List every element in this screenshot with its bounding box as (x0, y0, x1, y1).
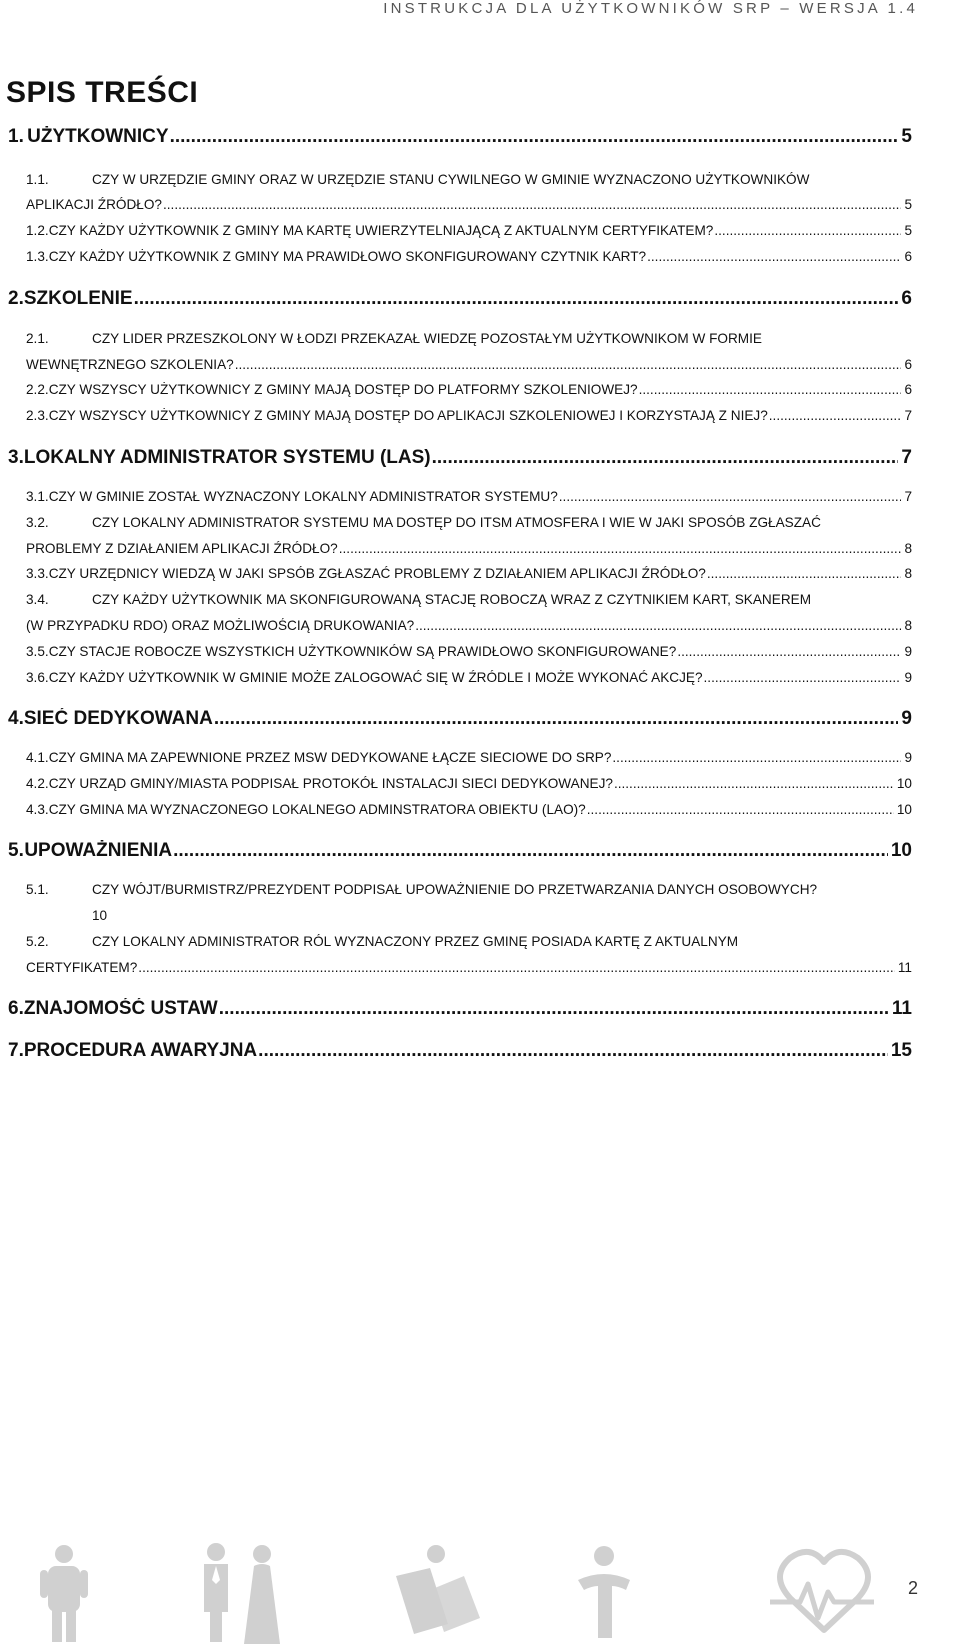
toc-entry-2-2[interactable] (26, 382, 912, 397)
toc-entry-label: CZY LOKALNY ADMINISTRATOR RÓL WYZNACZONY PRZEZ GMINĘ POSIADA KARTĘ Z AKTUALNYM (92, 934, 739, 949)
leader-dots (415, 618, 901, 633)
toc-entry-number: 4.1. (26, 750, 49, 765)
toc-entry-label: PROCEDURA AWARYJNA (23, 1040, 258, 1061)
toc-entry-number: 5. (8, 840, 24, 861)
toc-entry-label: CZY WSZYSCY UŻYTKOWNICY Z GMINY MAJĄ DOSTĘP DO PLATFORMY SZKOLENIOWEJ? (48, 382, 638, 397)
toc-entry-5-1[interactable] (26, 882, 912, 897)
documents-icon (396, 1545, 480, 1634)
toc-page-number: 9 (904, 644, 912, 659)
leader-dots (163, 197, 901, 212)
leader-dots (432, 447, 899, 469)
leader-dots (138, 960, 895, 975)
leader-dots (587, 802, 894, 817)
toc-page-number: 8 (904, 566, 912, 581)
toc-entry-label: CERTYFIKATEM? (26, 960, 138, 975)
leader-dots (769, 408, 902, 423)
toc-entry-label: UŻYTKOWNICY (27, 126, 169, 147)
leader-dots (614, 776, 894, 791)
toc-page-number: 5 (901, 126, 912, 147)
toc-entry-number: 6. (8, 998, 24, 1019)
toc-entry-3[interactable] (8, 447, 912, 469)
toc-entry-number: 3.3. (26, 566, 49, 581)
toc-entry-number: 3.2. (26, 515, 49, 530)
leader-dots (714, 223, 901, 238)
toc-entry-number: 3. (8, 447, 24, 468)
toc-entry-3-2[interactable] (26, 515, 912, 530)
toc-page-number: 6 (904, 382, 912, 397)
toc-page-number: 9 (904, 750, 912, 765)
leader-dots (559, 489, 902, 504)
leader-dots (134, 288, 899, 310)
toc-entry-label: CZY WSZYSCY UŻYTKOWNICY Z GMINY MAJĄ DOSTĘP DO APLIKACJI SZKOLENIOWEJ I KORZYSTAJĄ Z NIEJ? (48, 408, 768, 423)
toc-entry-number: 2.1. (26, 331, 49, 346)
toc-entry-1-2[interactable] (26, 223, 912, 238)
toc-page-number: 7 (904, 408, 912, 423)
toc-page-number: 8 (904, 541, 912, 556)
toc-entry-label: (W PRZYPADKU RDO) ORAZ MOŻLIWOŚCIĄ DRUKOWANIA? (26, 618, 415, 633)
toc-entry-number: 2. (8, 288, 24, 309)
leader-dots (339, 541, 902, 556)
toc-entry-label: CZY WÓJT/BURMISTRZ/PREZYDENT PODPISAŁ UPOWAŻNIENIE DO PRZETWARZANIA DANYCH OSOBOWYCH? (92, 882, 818, 897)
toc-entry-label: CZY URZĄD GMINY/MIASTA PODPISAŁ PROTOKÓŁ INSTALACJI SIECI DEDYKOWANEJ? (48, 776, 613, 791)
toc-page-number: 15 (890, 1040, 912, 1061)
toc-entry-number: 4.3. (26, 802, 49, 817)
toc-page-number: 9 (901, 708, 912, 729)
running-header: INSTRUKCJA DLA UŻYTKOWNIKÓW SRP – WERSJA 1.4 (383, 0, 918, 17)
toc-entry-label: CZY STACJE ROBOCZE WSZYSTKICH UŻYTKOWNIKÓW SĄ PRAWIDŁOWO SKONFIGUROWANE? (48, 644, 677, 659)
toc-page-number: 10 (896, 776, 912, 791)
toc-entry-number: 3.4. (26, 592, 49, 607)
toc-entry-2-1-continued[interactable] (26, 357, 912, 372)
leader-dots (214, 708, 899, 730)
toc-entry-label: WEWNĘTRZNEGO SZKOLENIA? (26, 357, 234, 372)
toc-entry-5-2[interactable] (26, 934, 912, 949)
leader-dots (219, 998, 889, 1020)
toc-entry-2-1[interactable] (26, 331, 912, 346)
leader-dots (707, 566, 902, 581)
toc-entry-3-4-continued[interactable] (26, 618, 912, 633)
toc-entry-label: LOKALNY ADMINISTRATOR SYSTEMU (LAS) (23, 447, 431, 468)
toc-entry-label: CZY URZĘDNICY WIEDZĄ W JAKI SPSÓB ZGŁASZAĆ PROBLEMY Z DZIAŁANIEM APLIKACJI ŹRÓDŁO? (48, 566, 706, 581)
toc-entry-7[interactable] (8, 1040, 912, 1062)
toc-page-number: 10 (896, 802, 912, 817)
toc-entry-4-1[interactable] (26, 750, 912, 765)
toc-entry-3-4[interactable] (26, 592, 912, 607)
toc-entry-1-3[interactable] (26, 249, 912, 264)
toc-page-number: 5 (904, 197, 912, 212)
toc-entry-number: 4. (8, 708, 24, 729)
toc-entry-number: 1. (8, 126, 24, 147)
heartbeat-icon (770, 1552, 874, 1630)
toc-page-number: 9 (904, 670, 912, 685)
toc-entry-3-1[interactable] (26, 489, 912, 504)
toc-entry-label: CZY LOKALNY ADMINISTRATOR SYSTEMU MA DOSTĘP DO ITSM ATMOSFERA I WIE W JAKI SPOSÓB ZGŁASZAĆ (92, 515, 821, 530)
child-icon (40, 1545, 88, 1642)
toc-title: SPIS TREŚCI (6, 76, 199, 109)
toc-entry-number: 7. (8, 1040, 24, 1061)
toc-entry-4-2[interactable] (26, 776, 912, 791)
toc-entry-label: APLIKACJI ŹRÓDŁO? (26, 197, 162, 212)
toc-entry-1[interactable] (8, 126, 912, 148)
toc-page-number: 6 (904, 357, 912, 372)
toc-entry-number: 1.2. (26, 223, 49, 238)
toc-entry-5-1-page[interactable] (92, 908, 292, 923)
toc-entry-number: 2.3. (26, 408, 49, 423)
leader-dots (647, 249, 901, 264)
toc-entry-label: CZY KAŻDY UŻYTKOWNIK Z GMINY MA PRAWIDŁOWO SKONFIGUROWANY CZYTNIK KART? (48, 249, 647, 264)
toc-page-number: 8 (904, 618, 912, 633)
toc-entry-label: CZY KAŻDY UŻYTKOWNIK Z GMINY MA KARTĘ UWIERZYTELNIAJĄCĄ Z AKTUALNYM CERTYFIKATEM? (48, 223, 714, 238)
leader-dots (704, 670, 902, 685)
toc-entry-number: 3.1. (26, 489, 49, 504)
toc-entry-label: PROBLEMY Z DZIAŁANIEM APLIKACJI ŹRÓDŁO? (26, 541, 338, 556)
toc-entry-label: CZY LIDER PRZESZKOLONY W ŁODZI PRZEKAZAŁ WIEDZĘ POZOSTAŁYM UŻYTKOWNIKOM W FORMIE (92, 331, 762, 346)
toc-entry-label: UPOWAŻNIENIA (24, 840, 173, 861)
toc-entry-number: 4.2. (26, 776, 49, 791)
toc-entry-1-1-continued[interactable] (26, 197, 912, 212)
toc-entry-3-6[interactable] (26, 670, 912, 685)
leader-dots (258, 1040, 888, 1062)
leader-dots (173, 840, 888, 862)
leader-dots (235, 357, 902, 372)
toc-entry-number: 5.2. (26, 934, 49, 949)
page-number: 2 (907, 1578, 918, 1598)
toc-page-number: 7 (904, 489, 912, 504)
toc-entry-number: 5.1. (26, 882, 49, 897)
toc-page-number: 5 (904, 223, 912, 238)
footer-icons (0, 1540, 960, 1649)
wedding-couple-icon (204, 1543, 280, 1644)
toc-entry-number: 1.3. (26, 249, 49, 264)
toc-page-number: 7 (901, 447, 912, 468)
toc-entry-label: ZNAJOMOŚĆ USTAW (23, 998, 218, 1019)
toc-entry-number: 3.5. (26, 644, 49, 659)
leader-dots (677, 644, 901, 659)
toc-entry-3-2-continued[interactable] (26, 541, 912, 556)
toc-entry-number: 2.2. (26, 382, 49, 397)
toc-entry-label: CZY GMINA MA ZAPEWNIONE PRZEZ MSW DEDYKOWANE ŁĄCZE SIECIOWE DO SRP? (48, 750, 612, 765)
leader-dots (639, 382, 902, 397)
toc-entry-label: CZY GMINA MA WYZNACZONEGO LOKALNEGO ADMINSTRATORA OBIEKTU (LAO)? (48, 802, 586, 817)
toc-page-number: 6 (901, 288, 912, 309)
toc-page-number: 10 (890, 840, 912, 861)
toc-entry-2[interactable] (8, 288, 912, 310)
toc-entry-3-5[interactable] (26, 644, 912, 659)
toc-entry-4-3[interactable] (26, 802, 912, 817)
person-icon (578, 1546, 630, 1638)
toc-entry-label: SZKOLENIE (23, 288, 133, 309)
toc-entry-6[interactable] (8, 998, 912, 1020)
toc-entry-2-3[interactable] (26, 408, 912, 423)
toc-entry-label: SIEĆ DEDYKOWANA (23, 708, 213, 729)
leader-dots (612, 750, 901, 765)
leader-dots (170, 126, 899, 148)
toc-entry-4[interactable] (8, 708, 912, 730)
toc-page-number: 6 (904, 249, 912, 264)
toc-entry-label: CZY KAŻDY UŻYTKOWNIK MA SKONFIGUROWANĄ STACJĘ ROBOCZĄ WRAZ Z CZYTNIKIEM KART, SKANEREM (92, 592, 812, 607)
toc-page-number: 11 (897, 960, 912, 975)
toc-entry-5[interactable] (8, 840, 912, 862)
toc-entry-label: CZY W URZĘDZIE GMINY ORAZ W URZĘDZIE STANU CYWILNEGO W GMINIE WYZNACZONO UŻYTKOWNIKÓW (92, 172, 810, 187)
toc-page-number: 10 (92, 908, 108, 923)
toc-entry-1-1[interactable] (26, 172, 912, 187)
toc-entry-5-2-continued[interactable] (26, 960, 912, 975)
toc-entry-number: 1.1. (26, 172, 49, 187)
toc-entry-label: CZY KAŻDY UŻYTKOWNIK W GMINIE MOŻE ZALOGOWAĆ SIĘ W ŹRÓDLE I MOŻE WYKONAĆ AKCJĘ? (48, 670, 703, 685)
toc-entry-3-3[interactable] (26, 566, 912, 581)
toc-entry-number: 3.6. (26, 670, 49, 685)
toc-entry-label: CZY W GMINIE ZOSTAŁ WYZNACZONY LOKALNY ADMINISTRATOR SYSTEMU? (48, 489, 558, 504)
toc-page-number: 11 (891, 998, 912, 1019)
